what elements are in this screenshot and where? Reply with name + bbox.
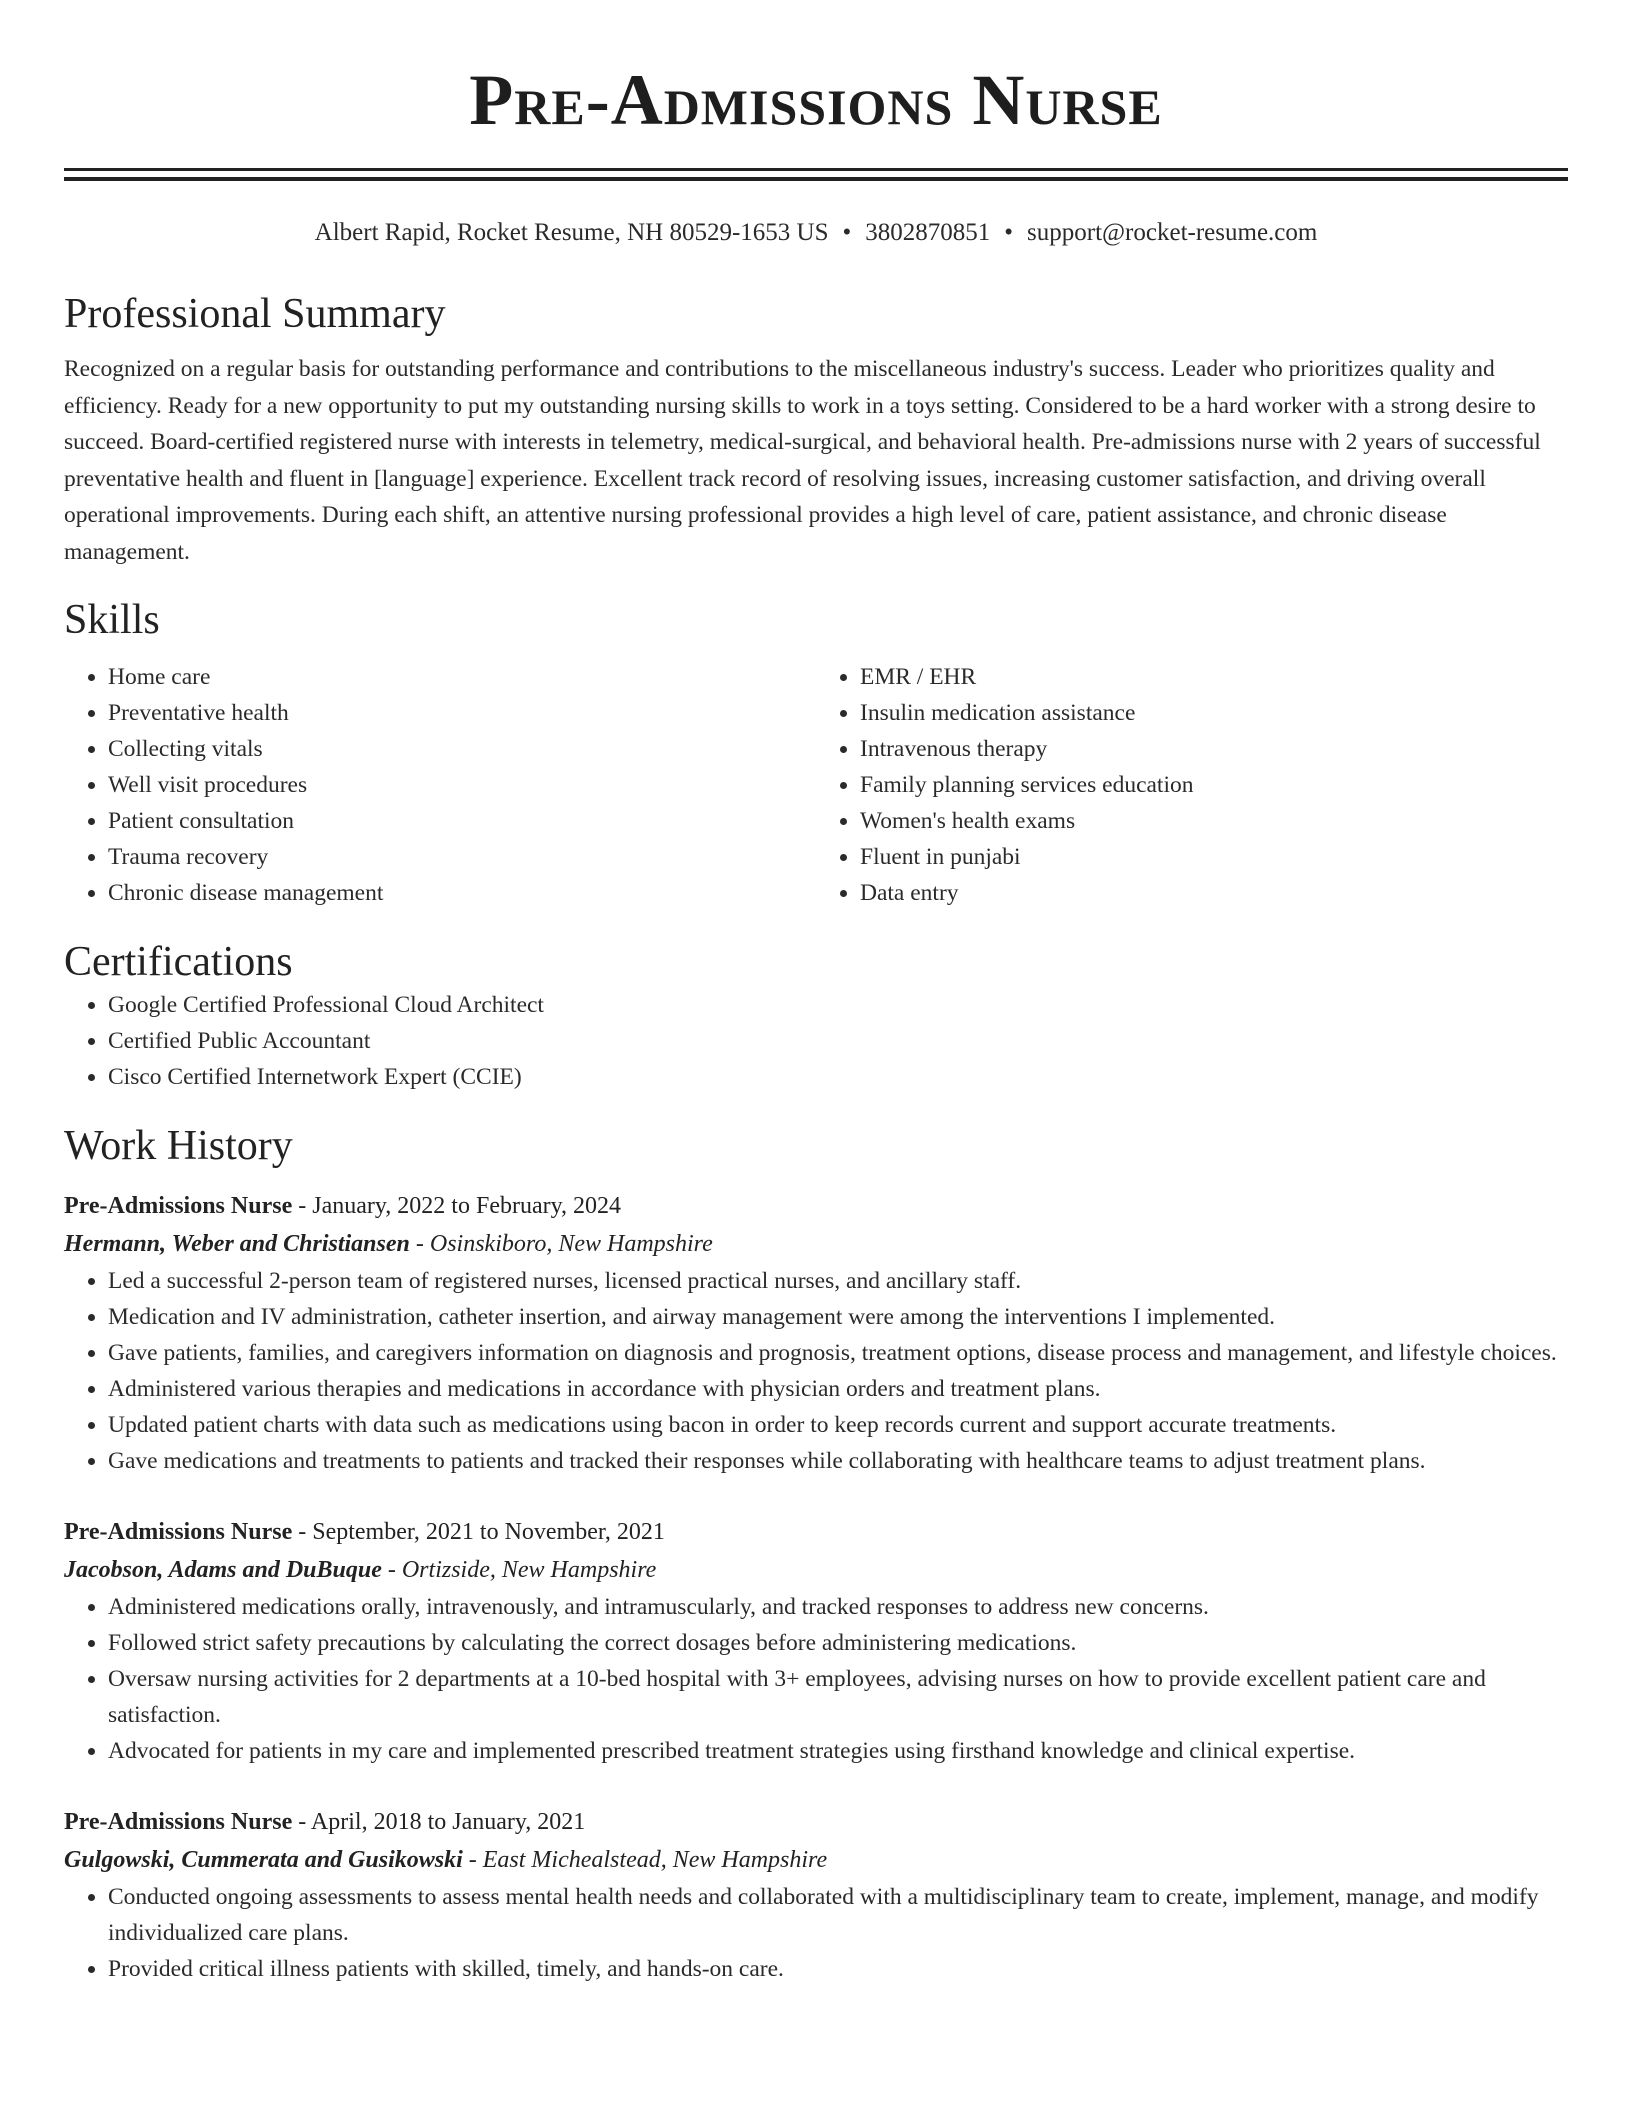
job-bullet: • Followed strict safety precautions by calculating the correct dosages before administering medications. (108, 1625, 1568, 1661)
work-history-heading: Work History (64, 1122, 293, 1169)
skill-item: • Patient consultation (108, 803, 816, 839)
job-bullet: • Led a successful 2-person team of registered nurses, licensed practical nurses, and ancillary staff. (108, 1263, 1568, 1299)
skill-item: • EMR / EHR (860, 659, 1568, 695)
job-location: - Osinskiboro, New Hampshire (409, 1230, 713, 1257)
contact-phone: 3802870851 (865, 219, 991, 246)
job-employer (64, 1841, 1568, 1879)
skill-item: • Home care (108, 659, 816, 695)
certifications-list (64, 987, 1568, 1095)
job-bullet: • Gave patients, families, and caregivers information on diagnosis and prognosis, treatment options, disease process and management, and lifestyle choices. (108, 1335, 1568, 1371)
job-title: Pre-Admissions Nurse (64, 1518, 293, 1545)
job-header (64, 1187, 1568, 1225)
job-employer (64, 1225, 1568, 1263)
certification-item: • Certified Public Accountant (108, 1023, 1568, 1059)
job-bullet: • Oversaw nursing activities for 2 departments at a 10-bed hospital with 3+ employees, advising nurses on how to provide excellent patient care and satisfaction. (108, 1661, 1568, 1733)
job-bullet: • Administered various therapies and medications in accordance with physician orders and treatment plans. (108, 1371, 1568, 1407)
job-bullets (64, 1879, 1568, 1987)
skill-item: • Insulin medication assistance (860, 695, 1568, 731)
job-location: - Ortizside, New Hampshire (381, 1556, 657, 1583)
job-company: Jacobson, Adams and DuBuque (64, 1556, 382, 1583)
skill-item: • Collecting vitals (108, 731, 816, 767)
contact-separator: • (842, 219, 852, 246)
contact-line (64, 217, 1568, 249)
job-entry (64, 1803, 1568, 1987)
title-rule-bottom (64, 177, 1568, 181)
contact-separator: • (1004, 219, 1014, 246)
job-company: Hermann, Weber and Christiansen (64, 1230, 410, 1257)
certifications-heading: Certifications (64, 938, 293, 985)
skills-heading: Skills (64, 596, 160, 643)
job-bullets (64, 1263, 1568, 1479)
job-bullet: • Conducted ongoing assessments to assess mental health needs and collaborated with a multidisciplinary team to create, implement, manage, and modify individualized care plans. (108, 1879, 1568, 1951)
job-bullet: • Gave medications and treatments to patients and tracked their responses while collaborating with healthcare teams to adjust treatment plans. (108, 1443, 1568, 1479)
job-dates: - January, 2022 to February, 2024 (292, 1192, 622, 1219)
skill-item: • Intravenous therapy (860, 731, 1568, 767)
job-title: Pre-Admissions Nurse (64, 1808, 293, 1835)
job-bullet: • Medication and IV administration, catheter insertion, and airway management were among the interventions I implemented. (108, 1299, 1568, 1335)
job-entry (64, 1187, 1568, 1479)
skill-item: • Women's health exams (860, 803, 1568, 839)
skills-list-right (816, 659, 1568, 911)
summary-text: Recognized on a regular basis for outstanding performance and contributions to the miscellaneous industry's success. Leader who prioritizes quality and efficiency. Ready for a new opportunity to put my outstanding nursing skills to work in a toys setting. Considered to be a hard worker with a strong desire to succeed. Board-certified registered nurse with interests in telemetry, medical-surgical, and behavioral health. Pre-admissions nurse with 2 years of successful preventative health and fluent in [language] experience. Excellent track record of resolving issues, increasing customer satisfaction, and driving overall operational improvements. During each shift, an attentive nursing professional provides a high level of care, patient assistance, and chronic disease management. (64, 356, 1541, 565)
work-history-list (64, 1187, 1568, 1987)
job-bullet: • Provided critical illness patients with skilled, timely, and hands-on care. (108, 1951, 1568, 1987)
certification-item: • Google Certified Professional Cloud Architect (108, 987, 1568, 1023)
job-bullet: • Administered medications orally, intravenously, and intramuscularly, and tracked responses to address new concerns. (108, 1589, 1568, 1625)
page-title: Pre-Admissions Nurse (469, 60, 1163, 140)
job-header (64, 1803, 1568, 1841)
job-dates: - September, 2021 to November, 2021 (292, 1518, 665, 1545)
skill-item: • Chronic disease management (108, 875, 816, 911)
certification-item: • Cisco Certified Internetwork Expert (CCIE) (108, 1059, 1568, 1095)
job-location: - East Michealstead, New Hampshire (462, 1846, 828, 1873)
contact-email: support@rocket-resume.com (1027, 219, 1318, 246)
job-dates: - April, 2018 to January, 2021 (292, 1808, 586, 1835)
title-rule-top (64, 168, 1568, 171)
job-entry (64, 1513, 1568, 1769)
skill-item: • Trauma recovery (108, 839, 816, 875)
skill-item: • Well visit procedures (108, 767, 816, 803)
skill-item: • Family planning services education (860, 767, 1568, 803)
job-bullets (64, 1589, 1568, 1769)
summary-heading: Professional Summary (64, 291, 446, 337)
job-employer (64, 1551, 1568, 1589)
job-header (64, 1513, 1568, 1551)
contact-address: Albert Rapid, Rocket Resume, NH 80529-1653 US (314, 219, 829, 246)
skills-columns (64, 659, 1568, 911)
skill-item: • Data entry (860, 875, 1568, 911)
job-bullet: • Advocated for patients in my care and implemented prescribed treatment strategies using firsthand knowledge and clinical expertise. (108, 1733, 1568, 1769)
skill-item: • Fluent in punjabi (860, 839, 1568, 875)
skills-list-left (64, 659, 816, 911)
job-bullet: • Updated patient charts with data such as medications using bacon in order to keep records current and support accurate treatments. (108, 1407, 1568, 1443)
job-title: Pre-Admissions Nurse (64, 1192, 293, 1219)
skill-item: • Preventative health (108, 695, 816, 731)
job-company: Gulgowski, Cummerata and Gusikowski (64, 1846, 463, 1873)
